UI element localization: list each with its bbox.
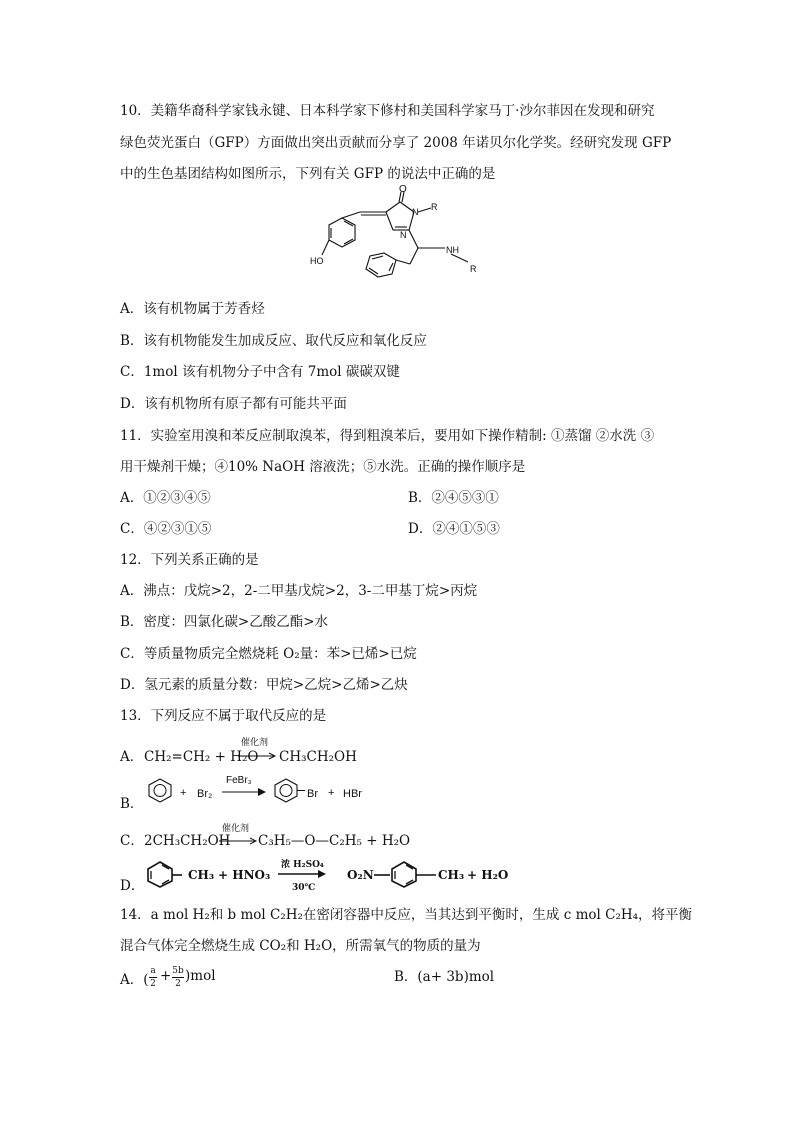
- r1-label: R: [431, 202, 438, 212]
- q14-a-frac2-num: 5b: [172, 966, 184, 976]
- q13-b-catalyst: FeBr₃: [226, 775, 252, 786]
- q12-option-b: B．密度：四氯化碳>乙酸乙酯>水: [120, 614, 329, 630]
- q13-d-arrow: [278, 869, 328, 879]
- q11-option-b: B．②④⑤③①: [408, 490, 499, 506]
- q14-a-suffix: )mol: [185, 968, 216, 984]
- q12-stem: 12．下列关系正确的是: [120, 552, 259, 568]
- q14-a-frac2-bar: [172, 977, 184, 978]
- q14-option-b: B．(a+ 3b)mol: [394, 969, 495, 985]
- q13-b-hbr: HBr: [343, 788, 362, 800]
- q10-option-a: A．该有机物属于芳香烃: [120, 301, 265, 317]
- q12-option-d: D．氢元素的质量分数：甲烷>乙烷>乙烯>乙炔: [120, 677, 408, 693]
- q13-b-plus1: +: [180, 787, 187, 799]
- q13-c-reactant: 2CH₃CH₂OH: [144, 833, 231, 849]
- q11-option-d: D．②④①⑤③: [408, 521, 500, 537]
- toluene-ring-icon: [146, 860, 184, 888]
- r2-label: R: [470, 264, 477, 274]
- q13-c-arrow: [219, 836, 259, 846]
- q13-b-br2: Br₂: [197, 788, 213, 800]
- q13-d-below: 30℃: [292, 883, 316, 893]
- q12-option-c: C．等质量物质完全燃烧耗 O₂量：苯>已烯>已烷: [120, 646, 417, 662]
- q10-stem-line2: 绿色荧光蛋白（GFP）方面做出突出贡献而分享了 2008 年诺贝尔化学奖。经研究发现 GFP: [120, 135, 672, 151]
- q13-a-arrow: [238, 751, 278, 761]
- q10-stem-line1: 10．美籍华裔科学家钱永键、日本科学家下修村和美国科学家马丁·沙尔菲因在发现和研究: [120, 103, 655, 119]
- q14-a-frac1-bar: [149, 977, 157, 978]
- q14-stem-line2: 混合气体完全燃烧生成 CO₂和 H₂O，所需氧气的物质的量为: [120, 938, 481, 954]
- q13-c-label: C．: [120, 833, 144, 849]
- nitrotoluene-ring-icon: [374, 860, 438, 888]
- q13-d-ch3: CH₃: [188, 868, 215, 882]
- ring-n2-label: N: [400, 230, 407, 240]
- q11-stem-line1: 11．实验室用溴和苯反应制取溴苯，得到粗溴苯后，要用如下操作精制: ①蒸馏 ②水洗 ③: [120, 428, 655, 444]
- q14-a-plus: +: [160, 968, 172, 984]
- q13-d-hno3: + HNO₃: [218, 868, 271, 882]
- carbonyl-o-label: O: [399, 184, 407, 195]
- benzene-icon: [146, 777, 174, 803]
- q14-a-frac1-den: 2: [150, 979, 156, 989]
- gfp-chromophore-structure: [300, 184, 500, 290]
- q13-b-plus2: +: [328, 787, 335, 799]
- q11-option-c: C．④②③①⑤: [120, 521, 212, 537]
- q13-d-h2o: + H₂O: [467, 868, 509, 882]
- q14-a-frac2-den: 2: [175, 979, 181, 989]
- q10-option-b: B．该有机物能发生加成反应、取代反应和氧化反应: [120, 333, 427, 349]
- ring-n1-label: N: [412, 207, 419, 217]
- q10-option-d: D．该有机物所有原子都有可能共平面: [120, 396, 347, 412]
- q13-a-reactants: CH₂=CH₂ + H₂O: [144, 749, 259, 765]
- ho-label: HO: [310, 256, 324, 266]
- q13-a-label: A．: [120, 749, 144, 765]
- q13-b-arrow: [222, 787, 268, 797]
- q14-a-prefix: A．(: [120, 972, 149, 988]
- q13-b-label: B．: [120, 796, 144, 812]
- q14-a-frac1-num: a: [150, 966, 156, 976]
- q13-d-above: 浓 H₂SO₄: [281, 860, 324, 870]
- q12-option-a: A．沸点：戊烷>2，2-二甲基戊烷>2，3-二甲基丁烷>丙烷: [120, 583, 478, 599]
- q13-a-catalyst: 催化剂: [241, 738, 269, 748]
- q11-option-a: A．①②③④⑤: [120, 490, 211, 506]
- q13-b-br: Br: [307, 788, 318, 800]
- q13-a-product: CH₃CH₂OH: [279, 749, 357, 765]
- q11-stem-line2: 用干燥剂干燥；④10% NaOH 溶液洗；⑤水洗。正确的操作顺序是: [120, 459, 526, 475]
- q13-c-catalyst: 催化剂: [222, 824, 250, 834]
- q14-stem-line1: 14．a mol H₂和 b mol C₂H₂在密闭容器中反应，当其达到平衡时，生成 c mol C₂H₄，将平衡: [120, 907, 693, 923]
- nh-label: NH: [446, 245, 459, 255]
- q13-d-ch3b: CH₃: [438, 868, 465, 882]
- q13-stem: 13．下列反应不属于取代反应的是: [120, 708, 327, 724]
- bromobenzene-ring-icon: [272, 777, 306, 803]
- q13-d-o2n: O₂N: [347, 868, 374, 882]
- q13-d-label: D．: [120, 878, 145, 894]
- q10-option-c: C．1mol 该有机物分子中含有 7mol 碳碳双键: [120, 364, 400, 380]
- q13-c-products: C₃H₅—O—C₂H₅ + H₂O: [258, 833, 411, 849]
- q10-stem-line3: 中的生色基团结构如图所示，下列有关 GFP 的说法中正确的是: [120, 166, 496, 182]
